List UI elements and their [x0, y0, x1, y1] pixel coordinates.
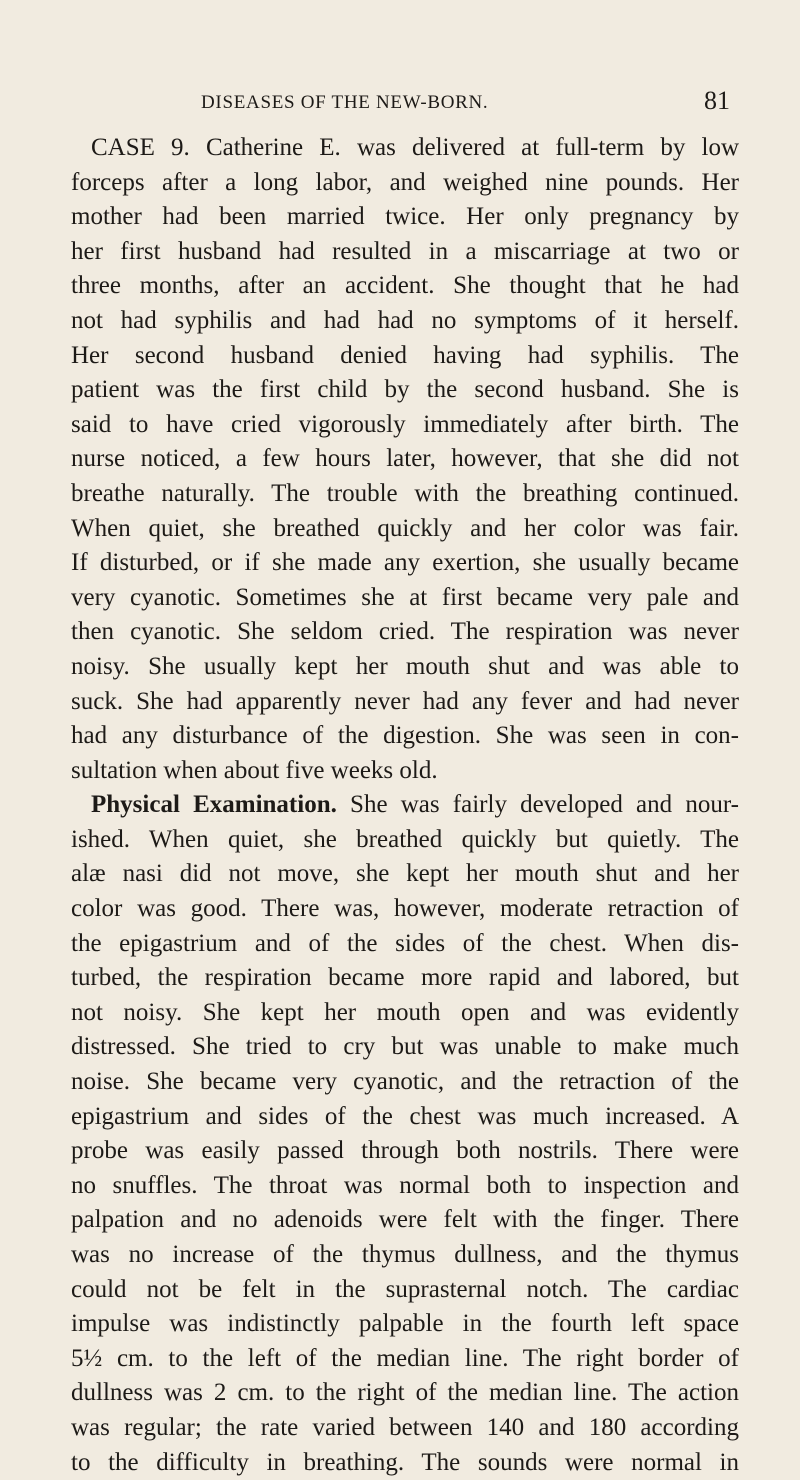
- text-line: then cyanotic. She seldom cried. The respiration was never: [71, 618, 739, 646]
- text-line: had any disturbance of the digestion. She was seen in con-: [71, 722, 739, 750]
- text-line: was no increase of the thymus dullness, and the thymus: [71, 1241, 739, 1268]
- text-line: When quiet, she breathed quickly and her color was fair.: [71, 514, 739, 542]
- text-line: no snuffles. The throat was normal both to inspection and: [71, 1171, 739, 1199]
- text-line: breathe naturally. The trouble with the breathing continued.: [71, 479, 739, 507]
- page-number: 81: [704, 86, 730, 115]
- text-line: impulse was indistinctly palpable in the fourth left space: [71, 1310, 739, 1338]
- text-line: 5½ cm. to the left of the median line. The right border of: [71, 1344, 739, 1372]
- text-line: alæ nasi did not move, she kept her mouth shut and her: [71, 860, 739, 888]
- text-line: Her second husband denied having had syphilis. The: [71, 341, 739, 369]
- text-line: very cyanotic. Sometimes she at first became very pale and: [71, 583, 739, 611]
- running-head: [0, 84, 800, 124]
- text-line: patient was the first child by the second husband. She is: [71, 376, 739, 404]
- text-line: palpation and no adenoids were felt with the finger. There: [71, 1206, 739, 1234]
- text-line: noisy. She usually kept her mouth shut and was able to: [71, 652, 739, 680]
- running-title: DISEASES OF THE NEW-BORN.: [201, 92, 489, 113]
- run-in-heading: Physical Examination.: [91, 791, 337, 819]
- text-line: mother had been married twice. Her only pregnancy by: [71, 203, 739, 231]
- physical-examination-line: [71, 788, 739, 823]
- text-line: nurse noticed, a few hours later, however, that she did not: [71, 445, 739, 473]
- text-line: CASE 9. Catherine E. was delivered at full-term by low: [91, 134, 739, 161]
- text-line: the epigastrium and of the sides of the chest. When dis-: [71, 929, 739, 957]
- text-line: could not be felt in the suprasternal notch. The cardiac: [71, 1275, 739, 1303]
- text-line: was regular; the rate varied between 140 and 180 according: [71, 1413, 739, 1441]
- text-line: dullness was 2 cm. to the right of the median line. The action: [71, 1379, 739, 1407]
- text-line: to the difficulty in breathing. The sounds were normal in: [71, 1448, 739, 1476]
- text-line: not noisy. She kept her mouth open and was evidently: [71, 998, 739, 1026]
- text-line: turbed, the respiration became more rapid and labored, but: [71, 964, 739, 992]
- text-line: noise. She became very cyanotic, and the retraction of the: [71, 1068, 739, 1096]
- text-line: probe was easily passed through both nostrils. There were: [71, 1137, 739, 1165]
- text-line: her first husband had resulted in a miscarriage at two or: [71, 237, 739, 265]
- text-line: sultation when about five weeks old.: [71, 756, 438, 784]
- text-line: If disturbed, or if she made any exertion, she usually became: [71, 549, 739, 577]
- text-line: color was good. There was, however, moderate retraction of: [71, 895, 739, 923]
- text-line: ished. When quiet, she breathed quickly but quietly. The: [71, 825, 739, 853]
- body-text: [71, 131, 739, 1480]
- text-line: distressed. She tried to cry but was unable to make much: [71, 1033, 739, 1061]
- text-line: epigastrium and sides of the chest was much increased. A: [71, 1102, 739, 1130]
- text-line: forceps after a long labor, and weighed nine pounds. Her: [71, 168, 739, 196]
- text-line: suck. She had apparently never had any fever and had never: [71, 687, 739, 715]
- run-in-text: She was fairly developed and nour-: [336, 791, 739, 819]
- text-line: three months, after an accident. She thought that he had: [71, 272, 739, 300]
- text-line: not had syphilis and had had no symptoms of it herself.: [71, 306, 739, 334]
- text-line: said to have cried vigorously immediately after birth. The: [71, 410, 739, 438]
